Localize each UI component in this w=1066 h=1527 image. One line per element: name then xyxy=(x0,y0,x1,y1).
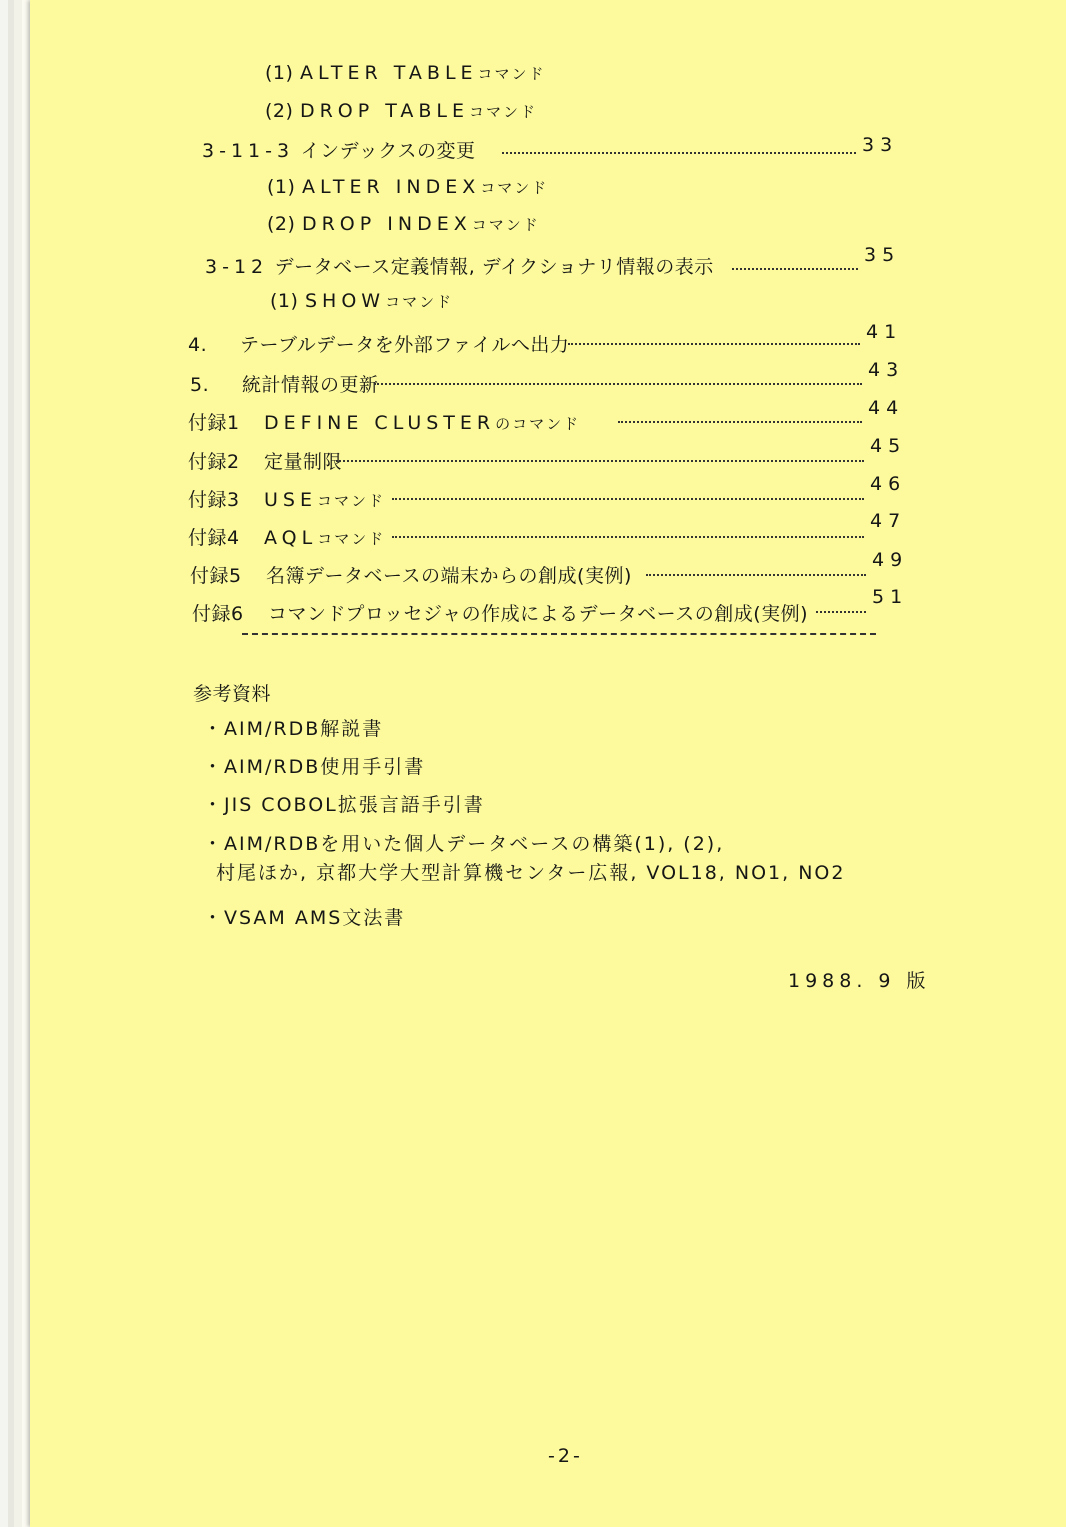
page-ref: 49 xyxy=(872,549,909,571)
dot-leader xyxy=(568,341,860,345)
paper-edge xyxy=(22,0,30,1527)
page-ref: 41 xyxy=(866,321,903,343)
toc-entry-appendix-3 xyxy=(188,485,385,512)
section-title: 統計情報の更新 xyxy=(242,374,379,396)
entry-prefix: (1) xyxy=(270,290,299,312)
page-ref: 43 xyxy=(868,359,905,381)
appendix-number: 付録2 xyxy=(188,451,240,473)
edition-date: 1988. 9 版 xyxy=(788,970,931,992)
entry-prefix: (1) xyxy=(265,62,294,84)
reference-item-continued: 村尾ほか, 京都大学大型計算機センター広報, VOL18, NO1, NO2 xyxy=(216,862,846,884)
appendix-suffix: のコマンド xyxy=(495,415,581,433)
toc-entry-4 xyxy=(188,330,569,357)
section-number: 3-12 xyxy=(205,256,269,278)
entry-command: ALTER TABLE xyxy=(299,62,478,84)
appendix-number: 付録1 xyxy=(188,412,240,434)
page-ref: 33 xyxy=(862,134,899,156)
entry-prefix: (2) xyxy=(267,213,296,235)
paper-edge xyxy=(14,0,22,1527)
entry-suffix: コマンド xyxy=(471,216,540,234)
entry-suffix: コマンド xyxy=(469,103,538,121)
page-number: -2- xyxy=(548,1445,583,1467)
toc-entry-3-11-3 xyxy=(202,136,476,163)
toc-entry-alter-table xyxy=(265,62,546,84)
section-title: インデックスの変更 xyxy=(300,140,476,162)
dot-leader xyxy=(502,150,856,154)
appendix-number: 付録3 xyxy=(188,489,240,511)
entry-command: DROP TABLE xyxy=(299,100,470,122)
dot-leader xyxy=(336,458,864,462)
appendix-title: 名簿データベースの端末からの創成(実例) xyxy=(266,565,632,587)
reference-item: ・AIM/RDB解説書 xyxy=(203,718,384,740)
dot-leader xyxy=(816,609,866,613)
reference-item: ・AIM/RDBを用いた個人データベースの構築(1), (2), xyxy=(203,833,725,855)
entry-suffix: コマンド xyxy=(477,65,546,83)
entry-prefix: (2) xyxy=(265,100,294,122)
toc-entry-5 xyxy=(190,370,379,397)
appendix-title: AQL xyxy=(264,527,318,549)
entry-command: DROP INDEX xyxy=(301,213,472,235)
page-ref: 47 xyxy=(870,510,907,532)
references-heading: 参考資料 xyxy=(193,683,272,705)
section-number: 3-11-3 xyxy=(202,140,295,162)
toc-entry-show xyxy=(270,290,453,312)
dot-leader xyxy=(618,419,862,423)
section-divider xyxy=(242,633,876,635)
page-ref: 35 xyxy=(864,244,901,266)
toc-entry-drop-index xyxy=(267,213,540,235)
reference-item: ・VSAM AMS文法書 xyxy=(203,907,406,929)
toc-entry-appendix-5 xyxy=(190,561,632,588)
appendix-title: 定量制限 xyxy=(264,451,343,473)
dot-leader xyxy=(732,266,858,270)
appendix-title: USE xyxy=(264,489,317,511)
entry-command: ALTER INDEX xyxy=(301,176,481,198)
paper-edge xyxy=(0,0,8,1527)
page-ref: 51 xyxy=(872,586,909,608)
section-number: 4. xyxy=(188,334,208,356)
dot-leader xyxy=(392,534,864,538)
toc-entry-appendix-6 xyxy=(192,599,808,626)
dot-leader xyxy=(392,496,864,500)
appendix-title: コマンドプロッセジャの作成によるデータベースの創成(実例) xyxy=(268,603,809,625)
page-ref: 46 xyxy=(870,473,907,495)
appendix-number: 付録5 xyxy=(190,565,242,587)
page-ref: 45 xyxy=(870,435,907,457)
toc-entry-drop-table xyxy=(265,100,537,122)
toc-entry-appendix-2 xyxy=(188,447,342,474)
appendix-number: 付録4 xyxy=(188,527,240,549)
entry-prefix: (1) xyxy=(267,176,296,198)
appendix-suffix: コマンド xyxy=(317,530,386,548)
entry-command: SHOW xyxy=(304,290,386,312)
section-title: テーブルデータを外部ファイルへ出力 xyxy=(240,334,570,356)
appendix-title: DEFINE CLUSTER xyxy=(264,412,496,434)
toc-entry-alter-index xyxy=(267,176,548,198)
toc-entry-3-12 xyxy=(205,252,714,279)
toc-entry-appendix-4 xyxy=(188,523,385,550)
appendix-number: 付録6 xyxy=(192,603,244,625)
entry-suffix: コマンド xyxy=(385,293,454,311)
document-page xyxy=(30,0,1066,1527)
toc-entry-appendix-1 xyxy=(188,408,580,435)
section-number: 5. xyxy=(190,374,210,396)
reference-item: ・JIS COBOL拡張言語手引書 xyxy=(203,794,485,816)
reference-item: ・AIM/RDB使用手引書 xyxy=(203,756,426,778)
dot-leader xyxy=(374,381,862,385)
page-ref: 44 xyxy=(868,397,905,419)
dot-leader xyxy=(646,572,866,576)
entry-suffix: コマンド xyxy=(480,179,549,197)
section-title: データベース定義情報, デイクショナリ情報の表示 xyxy=(274,256,714,278)
appendix-suffix: コマンド xyxy=(316,492,385,510)
